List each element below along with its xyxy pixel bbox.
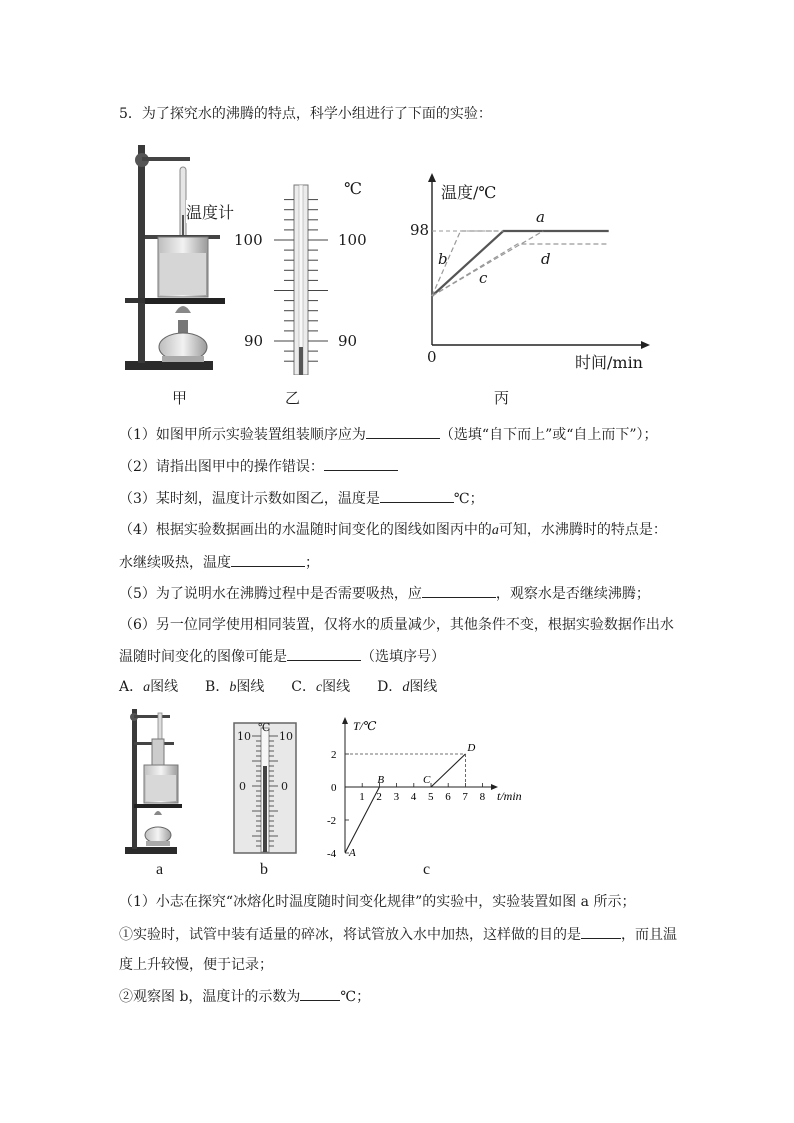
- option-c[interactable]: C．c图线: [291, 679, 351, 695]
- option-b[interactable]: B．b图线: [205, 679, 265, 695]
- answer-blank-6[interactable]: [287, 646, 361, 661]
- label-thermometer: 温度计: [186, 200, 234, 223]
- c-x-tick-label: 3: [393, 791, 400, 803]
- b-10-left: 10: [237, 730, 251, 743]
- answer-blank-7[interactable]: [581, 924, 621, 939]
- yi-90-left: 90: [244, 332, 264, 350]
- figure-a: [122, 705, 197, 857]
- bing-ylabel: 温度/℃: [441, 183, 497, 202]
- question-5-5: （5）为了说明水在沸腾过程中是否需要吸热，应 ，观察水是否继续沸腾；: [119, 583, 650, 604]
- c-y-tick-label: -4: [327, 848, 337, 860]
- caption-c: c: [423, 861, 431, 878]
- c-point-A: A: [349, 847, 356, 859]
- caption-bing: 丙: [494, 389, 510, 407]
- c-point-B: B: [377, 774, 385, 786]
- b-0-right: 0: [281, 780, 288, 793]
- answer-blank-3[interactable]: [380, 488, 454, 503]
- option-a[interactable]: A．a图线: [119, 679, 179, 695]
- caption-jia: 甲: [172, 389, 188, 407]
- answer-blank-1[interactable]: [366, 424, 440, 439]
- b-10-right: 10: [279, 730, 293, 743]
- c-y-tick-label: 0: [331, 782, 337, 794]
- options-row: [119, 677, 437, 698]
- question-6-1: （1）小志在探究“冰熔化时温度随时间变化规律”的实验中，实验装置如图 a 所示；: [119, 894, 636, 910]
- question-5-intro: 5．为了探究水的沸腾的特点，科学小组进行了下面的实验：: [119, 106, 492, 122]
- c-point-D: D: [467, 742, 476, 754]
- question-5-2: （2）请指出图甲中的操作错误：: [119, 456, 398, 477]
- figure-c-chart: [325, 712, 540, 860]
- question-5-4-cont: 水继续吸热，温度 ；: [119, 552, 319, 573]
- answer-blank-2[interactable]: [324, 456, 398, 471]
- figure-b: [233, 722, 297, 854]
- yi-90-right: 90: [338, 332, 358, 350]
- question-6-3: ②观察图 b，温度计的示数为 ℃；: [119, 986, 370, 1007]
- answer-blank-5[interactable]: [422, 583, 496, 598]
- c-ylabel: T/℃: [353, 719, 377, 733]
- figure-bing-chart: [405, 170, 655, 375]
- option-d[interactable]: D．d图线: [377, 679, 438, 695]
- yi-100-left: 100: [234, 231, 263, 249]
- bing-label-a: a: [536, 208, 545, 226]
- question-5-6-cont: 温随时间变化的图像可能是 （选填序号）: [119, 646, 445, 667]
- yi-100-right: 100: [338, 231, 367, 249]
- yi-unit: ℃: [344, 179, 362, 198]
- c-xlabel: t/min: [497, 789, 522, 803]
- caption-yi: 乙: [285, 389, 301, 407]
- c-y-tick-label: -2: [327, 815, 337, 827]
- c-x-tick-label: 1: [359, 791, 365, 803]
- figure-jia: [120, 135, 245, 375]
- c-curve: [345, 754, 465, 853]
- question-5-4: （4）根据实验数据画出的水温随时间变化的图线如图丙中的a可知，水沸腾时的特点是：: [119, 522, 667, 538]
- c-y-tick-label: 2: [331, 749, 337, 761]
- c-y-arrow: [342, 717, 348, 724]
- question-6-2: ①实验时，试管中装有适量的碎冰，将试管放入水中加热，这样做的目的是 ，而且温: [119, 924, 677, 945]
- bing-origin: 0: [427, 348, 437, 366]
- figure-yi: [230, 175, 380, 375]
- bing-series-d: [432, 244, 609, 296]
- bing-series-a: [432, 231, 609, 296]
- question-5-6: （6）另一位同学使用相同装置，仅将水的质量减少，其他条件不变，根据实验数据作出水: [119, 617, 674, 633]
- bing-xlabel: 时间/min: [575, 353, 643, 372]
- bing-y98: 98: [410, 221, 430, 239]
- c-x-tick-label: 5: [428, 791, 434, 803]
- question-5-3: （3）某时刻，温度计示数如图乙，温度是 ℃；: [119, 488, 484, 509]
- c-x-tick-label: 7: [462, 791, 468, 803]
- c-x-tick-label: 2: [376, 791, 382, 803]
- caption-a: a: [156, 861, 164, 878]
- c-x-tick-label: 4: [410, 791, 417, 803]
- question-6-2-cont: 度上升较慢，便于记录；: [119, 957, 273, 973]
- bing-label-c: c: [479, 269, 488, 287]
- b-unit: ℃: [258, 721, 271, 734]
- c-point-C: C: [423, 774, 431, 786]
- bing-label-d: d: [541, 250, 551, 268]
- bing-label-b: b: [438, 250, 448, 268]
- c-x-tick-label: 6: [445, 791, 451, 803]
- answer-blank-4[interactable]: [231, 552, 305, 567]
- b-0-left: 0: [239, 780, 246, 793]
- c-x-tick-label: 8: [479, 791, 486, 803]
- caption-b: b: [260, 861, 268, 878]
- question-5-1: （1）如图甲所示实验装置组装顺序应为 （选填“自下而上”或“自上而下”）；: [119, 424, 658, 445]
- answer-blank-8[interactable]: [300, 986, 340, 1001]
